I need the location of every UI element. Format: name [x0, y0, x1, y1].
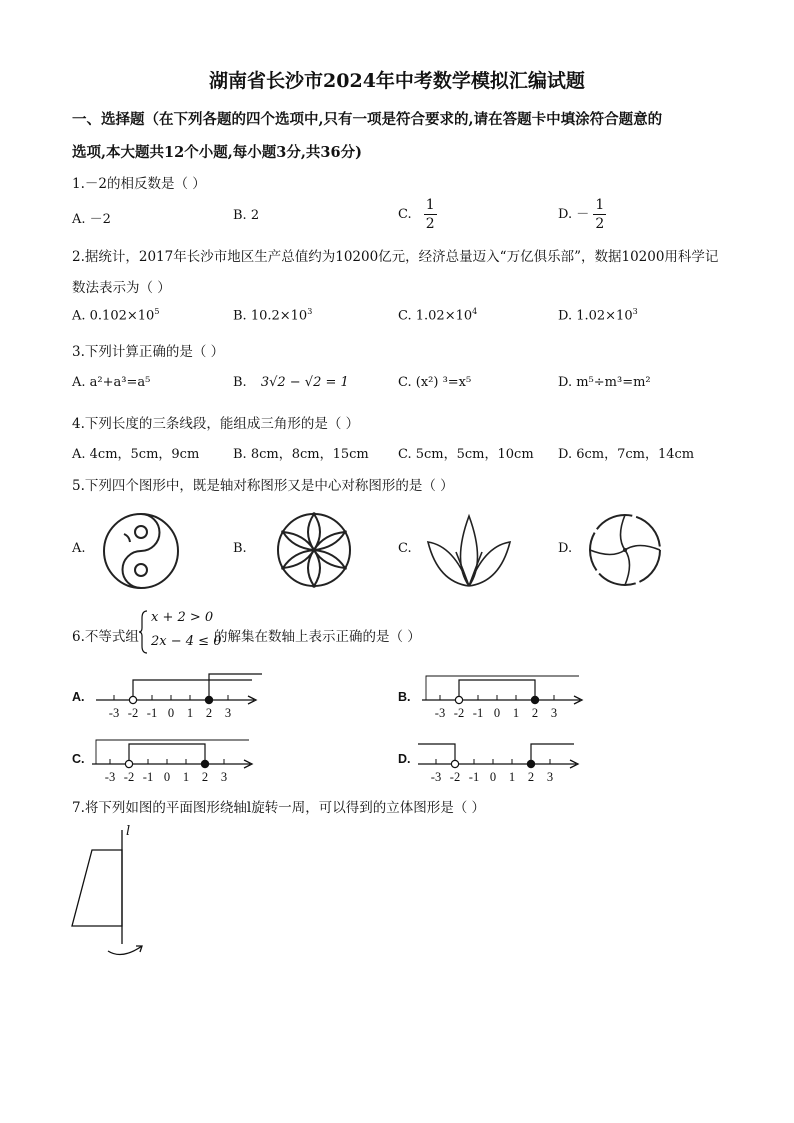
tick-label: -2 — [449, 770, 461, 784]
tick-label: -1 — [472, 706, 484, 720]
figure-b-flower — [274, 510, 354, 590]
figure-d-pinwheel — [586, 511, 664, 589]
number-line-b-label: B. — [398, 690, 411, 704]
tick-label: -2 — [453, 706, 465, 720]
question-5-option-d: D. — [558, 541, 573, 556]
fraction: $\frac{1}{2}$ — [595, 197, 605, 232]
tick-label: -3 — [108, 706, 120, 720]
tick-label: 2 — [527, 770, 535, 784]
tick-label: 2 — [201, 770, 209, 784]
question-3-option-b: B. 3√2 − √2 = 1 — [233, 375, 349, 390]
fraction: $\frac{1}{2}$ — [425, 197, 435, 232]
tick-label: 3 — [220, 770, 228, 784]
question-7-figure — [70, 824, 160, 964]
solution-ray — [531, 744, 574, 764]
tick-label: 3 — [546, 770, 554, 784]
question-4-option-b: B. 8cm，8cm，15cm — [233, 447, 369, 462]
brace-icon — [138, 610, 148, 654]
tick-label: 1 — [186, 706, 194, 720]
tick-label: -1 — [146, 706, 158, 720]
tick-label: 0 — [163, 770, 171, 784]
open-point — [451, 760, 458, 767]
open-point — [455, 696, 462, 703]
tick-label: -3 — [104, 770, 116, 784]
question-1-option-b: B. 2 — [233, 208, 260, 223]
page-title: 湖南省长沙市2024年中考数学模拟汇编试题 — [209, 70, 585, 92]
question-5-stem: 5.下列四个图形中，既是轴对称图形又是中心对称图形的是（ ） — [72, 478, 454, 494]
question-3-option-c: C. (x²) ³=x⁵ — [398, 375, 472, 390]
question-4-stem: 4.下列长度的三条线段，能组成三角形的是（ ） — [72, 416, 360, 432]
question-5-option-c: C. — [398, 541, 412, 556]
question-4-option-d: D. 6cm，7cm，14cm — [558, 447, 695, 462]
section-heading-continued: 选项,本大题共12个小题,每小题3分,共36分) — [72, 144, 362, 161]
tick-label: -1 — [142, 770, 154, 784]
tick-label: 0 — [167, 706, 175, 720]
tick-label: 3 — [224, 706, 232, 720]
question-1-option-d: D. － $\frac{1}{2}$ — [558, 197, 605, 232]
tick-label: -2 — [123, 770, 135, 784]
section-heading: 一、选择题（在下列各题的四个选项中,只有一项是符合要求的,请在答题卡中填涂符合题意的 — [72, 111, 663, 128]
question-5-option-a: A. — [72, 541, 86, 556]
axis-l-label: l — [126, 824, 131, 839]
number-line-a — [92, 672, 267, 724]
figure-c-lotus — [424, 512, 514, 588]
tick-label: 1 — [508, 770, 516, 784]
question-3-stem: 3.下列计算正确的是（ ） — [72, 344, 225, 360]
question-6-prefix: 6.不等式组 — [72, 629, 139, 645]
tick-label: 3 — [550, 706, 558, 720]
tick-label: 0 — [489, 770, 497, 784]
number-line-d-label: D. — [398, 752, 411, 766]
number-line-c — [88, 736, 263, 788]
tick-label: 1 — [182, 770, 190, 784]
question-4-option-c: C. 5cm，5cm，10cm — [398, 447, 534, 462]
question-1-stem: 1.－2的相反数是（ ） — [72, 176, 206, 192]
number-line-b — [418, 672, 593, 724]
tick-label: 2 — [531, 706, 539, 720]
closed-point — [205, 696, 212, 703]
tick-label: -1 — [468, 770, 480, 784]
closed-point — [531, 696, 538, 703]
question-2-option-b: B. $10.2\times 10^3$ — [233, 307, 313, 324]
tick-label: 1 — [512, 706, 520, 720]
tick-label: 2 — [205, 706, 213, 720]
closed-point — [527, 760, 534, 767]
question-4-option-a: A. 4cm，5cm，9cm — [72, 447, 200, 462]
question-2-stem-continued: 数法表示为（ ） — [72, 280, 171, 296]
tick-label: -3 — [434, 706, 446, 720]
question-7-stem: 7.将下列如图的平面图形绕轴l旋转一周，可以得到的立体图形是（ ） — [72, 800, 485, 816]
question-2-option-c: C. $1.02\times 10^4$ — [398, 307, 478, 324]
question-2-option-d: D. $1.02\times 10^3$ — [558, 307, 638, 324]
figure-a-swirl — [100, 510, 182, 592]
tick-label: -2 — [127, 706, 139, 720]
number-line-c-label: C. — [72, 752, 85, 766]
question-3-option-a: A. a²+a³=a⁵ — [72, 375, 151, 390]
question-6-suffix: 的解集在数轴上表示正确的是（ ） — [214, 629, 421, 645]
tick-label: -3 — [430, 770, 442, 784]
inequality-1: x + 2 > 0 — [151, 610, 214, 625]
question-2-stem: 2.据统计，2017年长沙市地区生产总值约为10200亿元，经济总量迈入“万亿俱乐部”，数据10200用科学记 — [72, 249, 719, 265]
question-3-option-d: D. m⁵÷m³=m² — [558, 375, 651, 390]
tick-label: 0 — [493, 706, 501, 720]
number-line-d — [414, 736, 589, 788]
inequality-2: 2x − 4 ≤ 0 — [151, 634, 222, 649]
closed-point — [201, 760, 208, 767]
question-1-option-c: C. $\frac{1}{2}$ — [398, 197, 435, 232]
open-point — [129, 696, 136, 703]
solution-ray — [133, 680, 252, 700]
question-1-option-a: A. －2 — [72, 212, 111, 227]
open-point — [125, 760, 132, 767]
question-5-option-b: B. — [233, 541, 247, 556]
number-line-a-label: A. — [72, 690, 85, 704]
question-2-option-a: A. $0.102\times 10^5$ — [72, 307, 160, 324]
solution-ray — [209, 674, 262, 700]
